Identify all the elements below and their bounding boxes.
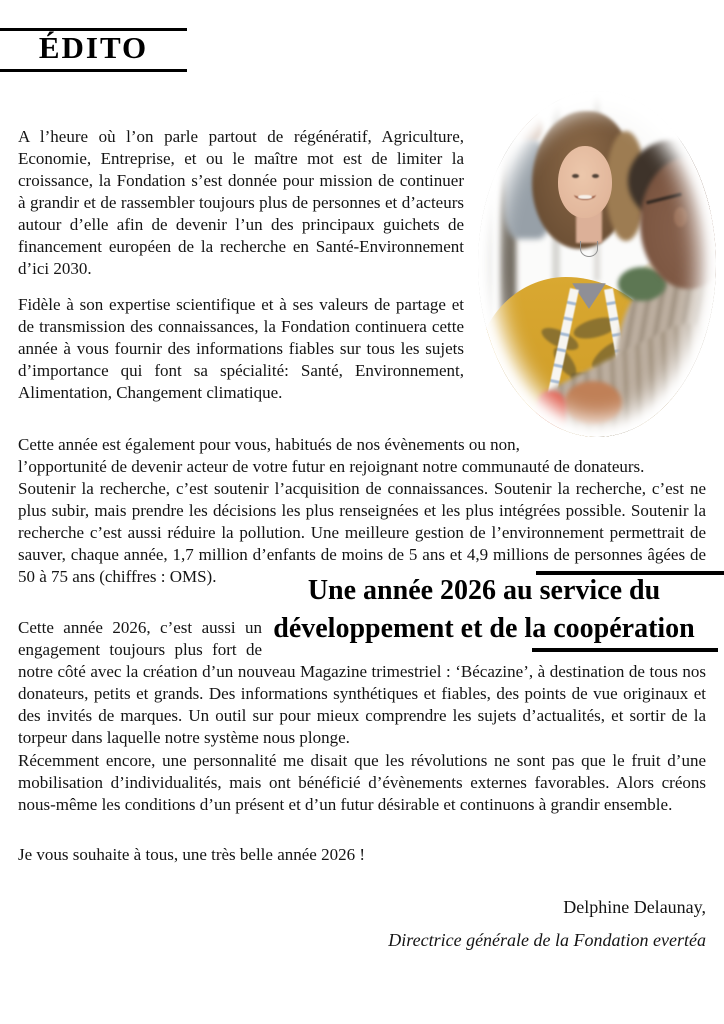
- headline-line-2: développement et de la coopération: [273, 613, 695, 644]
- headline-line-1: Une année 2026 au service du: [307, 575, 661, 606]
- edito-rule-bottom: [0, 69, 187, 72]
- editorial-photo: [478, 91, 716, 437]
- paragraph-revolutions: Récemment encore, une personnalité me disait que les révolutions ne sont pas que le fruit d’une mobilisation d’individualités, mais ont bénéficié d’évènements externes favorables. Alors créons nous-même les conditions d’un présent et d’un futur désirable et continuons à grandir ensemble.: [18, 751, 706, 814]
- closing-wish: Je vous souhaite à tous, une très belle année 2026 !: [18, 845, 365, 864]
- paragraph-magazine: [18, 617, 706, 749]
- community-line-2: l’opportunité de devenir acteur de votre futur en rejoignant notre communauté de donateurs.: [18, 457, 645, 476]
- signature-role: Directrice générale de la Fondation evertéa: [388, 930, 706, 950]
- intro-column: [18, 126, 464, 404]
- signature-name: Delphine Delaunay,: [563, 897, 706, 917]
- page-title: ÉDITO: [38, 30, 149, 65]
- headline-wrap-spacer: [262, 617, 706, 660]
- community-line-1: Cette année est également pour vous, habitués de nos évènements ou non,: [18, 435, 520, 454]
- magazine-text: Cette année 2026, c’est aussi un engagement toujours plus fort de notre côté avec la création d’un nouveau Magazine trimestriel : ‘Bécazine’, à destination de tous nos donateurs, petits et grands. Des informations synthétiques et fiables, des points de vue originaux et des invités de marques. Un outil sur pour mieux comprendre les sujets d’actualités, et sortir de la torpeur dans laquelle notre système nous plonge.: [18, 618, 706, 747]
- community-body: Soutenir la recherche, c’est soutenir l’acquisition de connaissances. Soutenir la recherche, c’est ne plus subir, mais prendre les décisions les plus renseignées et les plus intégrées possible. Soutenir la recherche c’est aussi réduire la pollution. Une meilleure gestion de l’environnement permettrait de sauver, chaque année, 1,7 million d’enfants de moins de 5 ans et 4,9 millions de personnes âgées de 50 à 75 ans (chiffres : OMS).: [18, 479, 706, 586]
- paragraph-expertise: Fidèle à son expertise scientifique et à ses valeurs de partage et de transmission des connaissances, la Fondation continuera cette année à vous fournir des informations fiables sur tous les sujets d’importance qui font sa spécialité: Santé, Environnement, Alimentation, Changement climatique.: [18, 295, 464, 402]
- photo-feathered-edge: [478, 91, 716, 437]
- paragraph-community: [18, 434, 706, 588]
- paragraph-mission: A l’heure où l’on parle partout de régénératif, Agriculture, Economie, Entreprise, et ou le maître mot est de limiter la croissance, la Fondation s’est donnée pour mission de continuer à grandir et de rassembler toujours plus de personnes et d’acteurs autour d’elle afin de devenir l’un des principaux guichets de financement européen de la recherche en Santé-Environnement d’ici 2030.: [18, 127, 464, 278]
- signature-block: [18, 891, 706, 957]
